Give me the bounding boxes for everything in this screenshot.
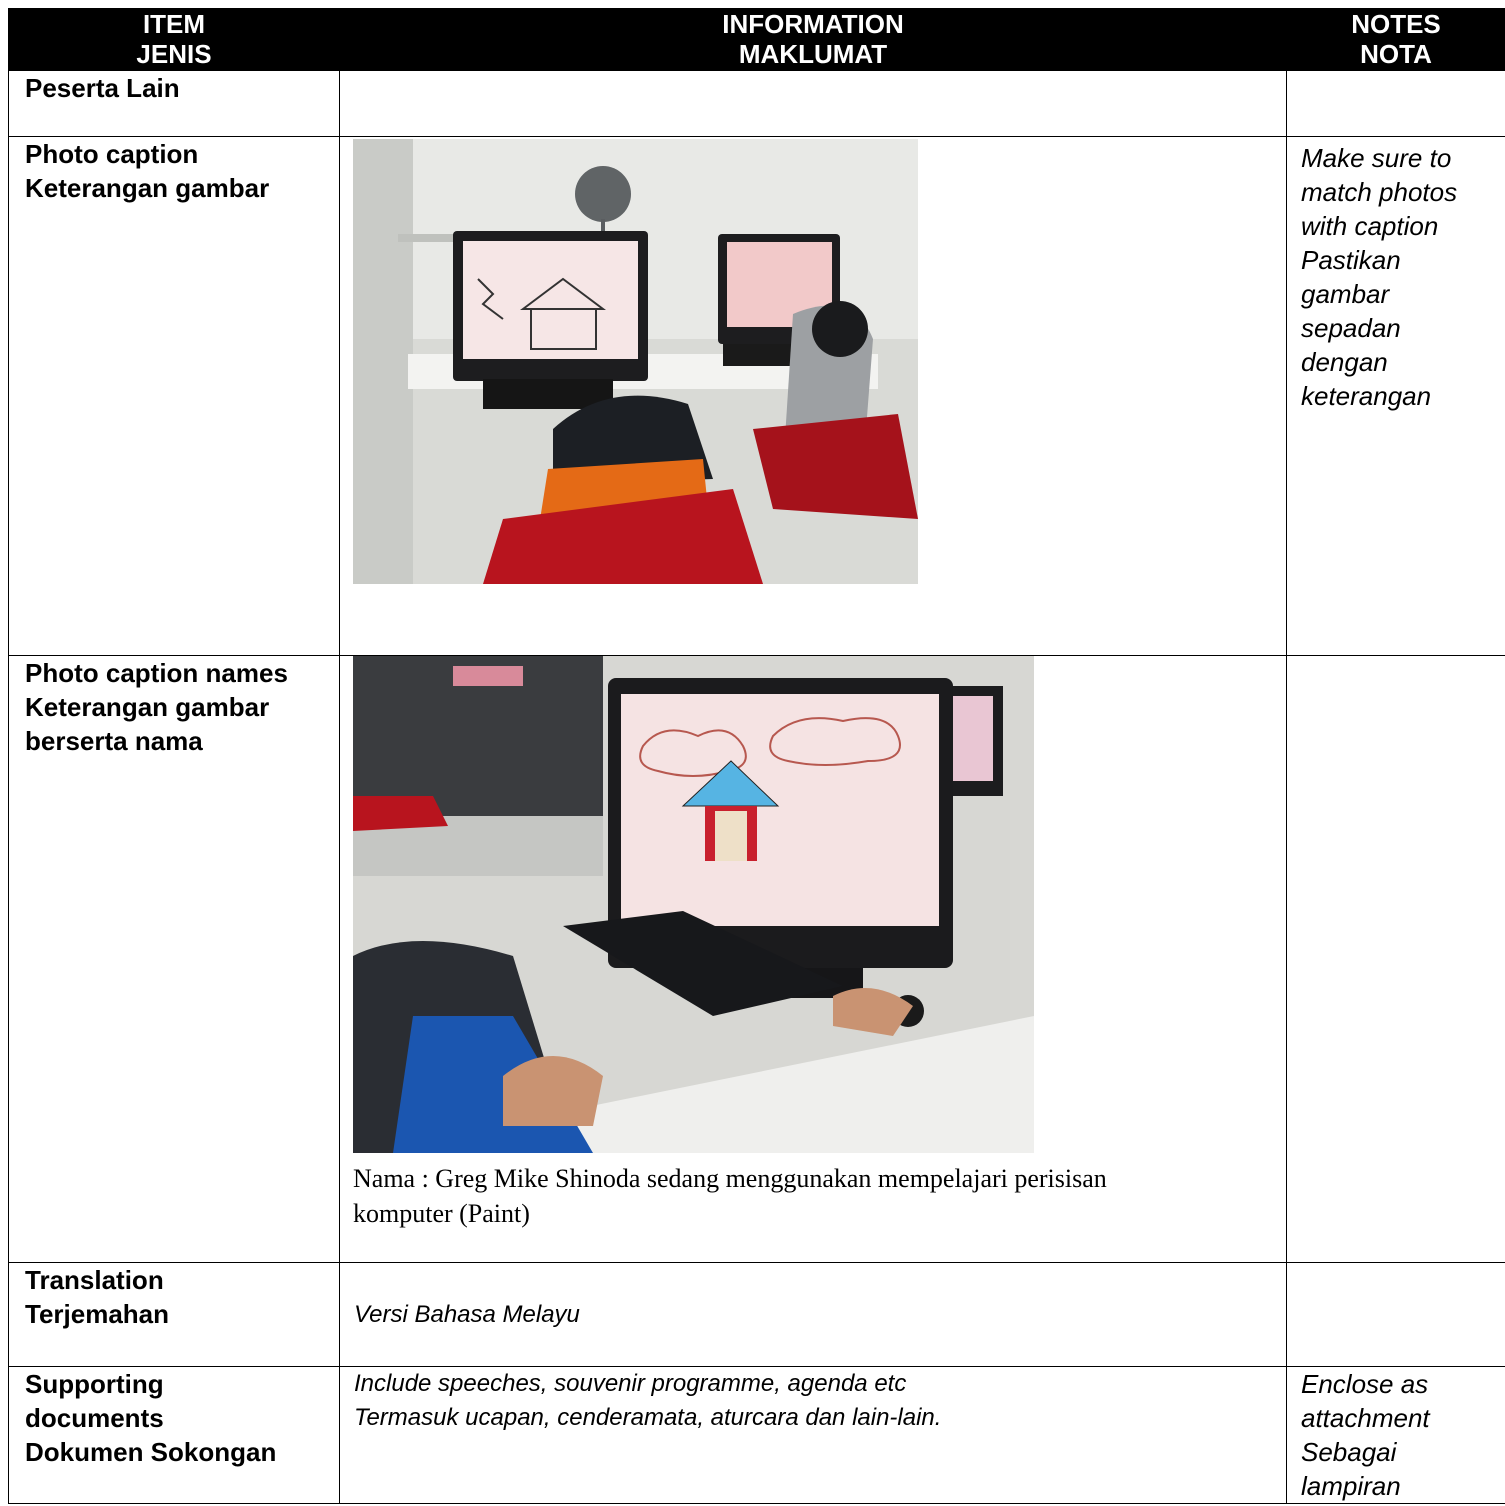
translation-ms: Terjemahan bbox=[25, 1299, 170, 1329]
note-line-5: gambar bbox=[1301, 279, 1390, 309]
header-notes bbox=[1287, 9, 1505, 71]
peserta-label bbox=[9, 71, 340, 137]
note-line-2: match photos bbox=[1301, 177, 1458, 207]
supporting-note-3: Sebagai bbox=[1301, 1437, 1397, 1467]
supporting-info-en: Include speeches, souvenir programme, agenda etc bbox=[354, 1370, 907, 1397]
note-line-6: sepadan bbox=[1301, 313, 1401, 343]
peserta-info bbox=[340, 71, 1287, 137]
classroom-photo-2 bbox=[353, 656, 1034, 1153]
peserta-notes bbox=[1287, 71, 1505, 137]
header-item bbox=[9, 9, 340, 71]
translation-info: Versi Bahasa Melayu bbox=[340, 1263, 1287, 1367]
header-notes-ms: NOTA bbox=[1360, 39, 1432, 69]
row-photo-caption bbox=[9, 137, 1505, 656]
report-table bbox=[8, 8, 1505, 1504]
photo-names-label bbox=[9, 656, 340, 1263]
header-item-ms: JENIS bbox=[136, 39, 212, 69]
photo-caption-notes bbox=[1287, 137, 1505, 656]
note-line-4: Pastikan bbox=[1301, 245, 1401, 275]
row-peserta bbox=[9, 71, 1505, 137]
supporting-notes bbox=[1287, 1367, 1505, 1504]
row-supporting bbox=[9, 1367, 1505, 1504]
supporting-info-ms: Termasuk ucapan, cenderamata, aturcara dan lain-lain. bbox=[354, 1404, 942, 1431]
header-information bbox=[340, 9, 1287, 71]
header-information-en: INFORMATION bbox=[722, 9, 904, 39]
photo-names-ms-2: berserta nama bbox=[25, 726, 203, 756]
header-row bbox=[9, 9, 1505, 71]
translation-en: Translation bbox=[25, 1265, 164, 1295]
photo-names-info bbox=[340, 656, 1287, 1263]
photo-caption-info bbox=[340, 137, 1287, 656]
photo-name-caption: Nama : Greg Mike Shinoda sedang menggunakan mempelajari perisisan komputer (Paint) bbox=[353, 1164, 1107, 1228]
note-line-1: Make sure to bbox=[1301, 143, 1452, 173]
photo-caption-en: Photo caption bbox=[25, 139, 199, 169]
translation-label bbox=[9, 1263, 340, 1367]
header-notes-en: NOTES bbox=[1351, 9, 1441, 39]
note-line-8: keterangan bbox=[1301, 381, 1432, 411]
peserta-label-text: Peserta Lain bbox=[25, 73, 180, 103]
row-translation bbox=[9, 1263, 1505, 1367]
supporting-note-1: Enclose as bbox=[1301, 1369, 1429, 1399]
classroom-photo-1 bbox=[353, 139, 918, 584]
header-information-ms: MAKLUMAT bbox=[738, 39, 888, 69]
supporting-en-2: documents bbox=[25, 1403, 164, 1433]
photo-names-ms: Keterangan gambar bbox=[25, 692, 270, 722]
header-item-en: ITEM bbox=[142, 9, 206, 39]
row-photo-names bbox=[9, 656, 1505, 1263]
supporting-ms: Dokumen Sokongan bbox=[25, 1437, 277, 1467]
translation-notes bbox=[1287, 1263, 1505, 1367]
photo-names-en: Photo caption names bbox=[25, 658, 288, 688]
supporting-note-4: lampiran bbox=[1301, 1471, 1401, 1501]
note-line-7: dengan bbox=[1301, 347, 1388, 377]
note-line-3: with caption bbox=[1301, 211, 1439, 241]
supporting-label bbox=[9, 1367, 340, 1504]
photo-names-notes bbox=[1287, 656, 1505, 1263]
supporting-note-2: attachment bbox=[1301, 1403, 1430, 1433]
supporting-info bbox=[340, 1367, 1287, 1504]
supporting-en-1: Supporting bbox=[25, 1369, 164, 1399]
photo-caption-label bbox=[9, 137, 340, 656]
photo-caption-ms: Keterangan gambar bbox=[25, 173, 270, 203]
